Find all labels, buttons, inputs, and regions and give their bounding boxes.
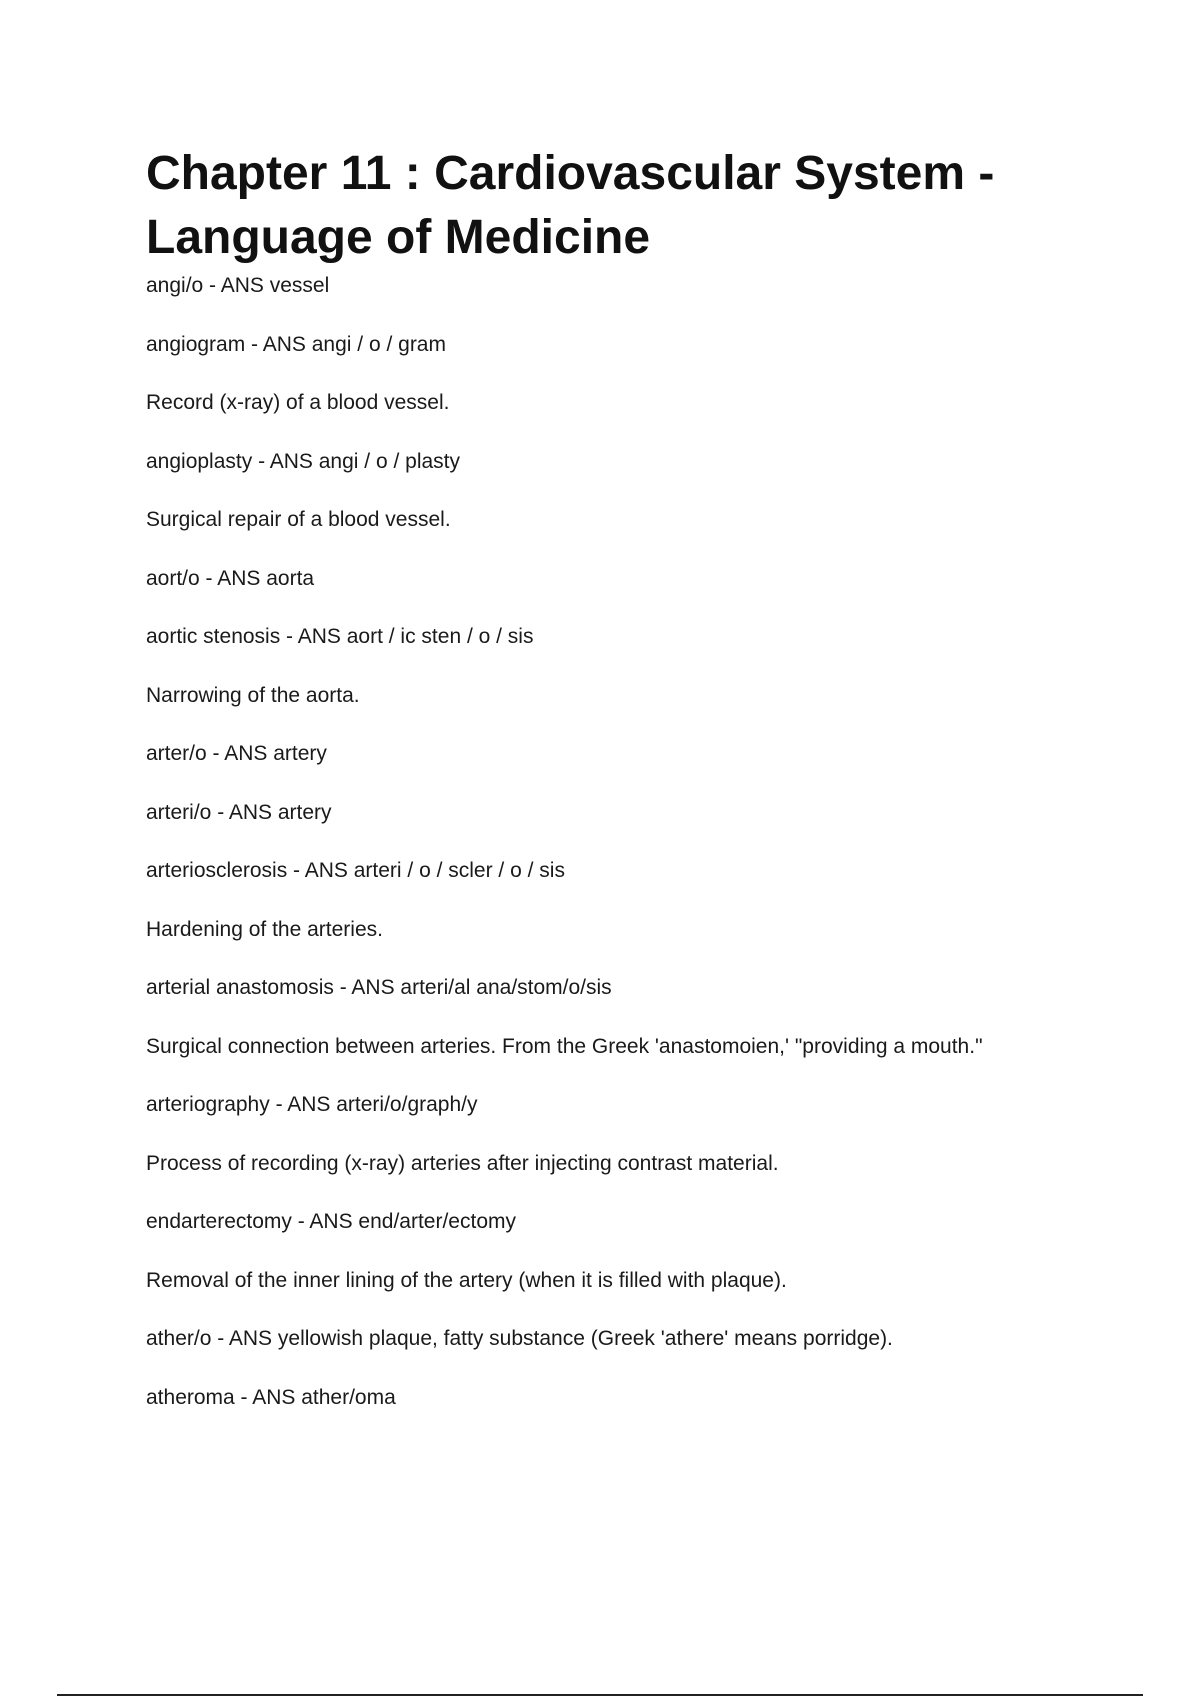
definition-entry: arteriosclerosis - ANS arteri / o / scler / o / sis (146, 859, 565, 882)
definition-entry: endarterectomy - ANS end/arter/ectomy (146, 1210, 516, 1233)
definition-entry: aortic stenosis - ANS aort / ic sten / o / sis (146, 625, 534, 648)
definition-entry: Removal of the inner lining of the artery (when it is filled with plaque). (146, 1268, 787, 1292)
definition-entry: angioplasty - ANS angi / o / plasty (146, 449, 461, 473)
definition-entry: atheroma - ANS ather/oma (146, 1385, 396, 1409)
term-entry: arter/o - ANS artery (146, 742, 327, 765)
definition-entry: Surgical connection between arteries. From the Greek 'anastomoien,' "providing a mouth." (146, 1034, 983, 1058)
term-list (146, 272, 1106, 1442)
term-entry: ather/o - ANS yellowish plaque, fatty substance (Greek 'athere' means porridge). (146, 1327, 893, 1350)
definition-entry: Narrowing of the aorta. (146, 683, 360, 707)
definition-entry: Hardening of the arteries. (146, 917, 383, 941)
definition-entry: Surgical repair of a blood vessel. (146, 508, 451, 531)
definition-entry: arteriography - ANS arteri/o/graph/y (146, 1093, 478, 1116)
definition-entry: angiogram - ANS angi / o / gram (146, 332, 446, 356)
term-entry: angi/o - ANS vessel (146, 274, 330, 297)
definition-entry: Process of recording (x-ray) arteries after injecting contrast material. (146, 1151, 779, 1175)
footer-divider (57, 1694, 1143, 1696)
definition-entry: arterial anastomosis - ANS arteri/al ana/stom/o/sis (146, 976, 612, 999)
definition-entry: Record (x-ray) of a blood vessel. (146, 391, 450, 414)
term-entry: arteri/o - ANS artery (146, 800, 332, 824)
page-title: Chapter 11 : Cardiovascular System - Language of Medicine (146, 147, 995, 264)
term-entry: aort/o - ANS aorta (146, 566, 315, 590)
